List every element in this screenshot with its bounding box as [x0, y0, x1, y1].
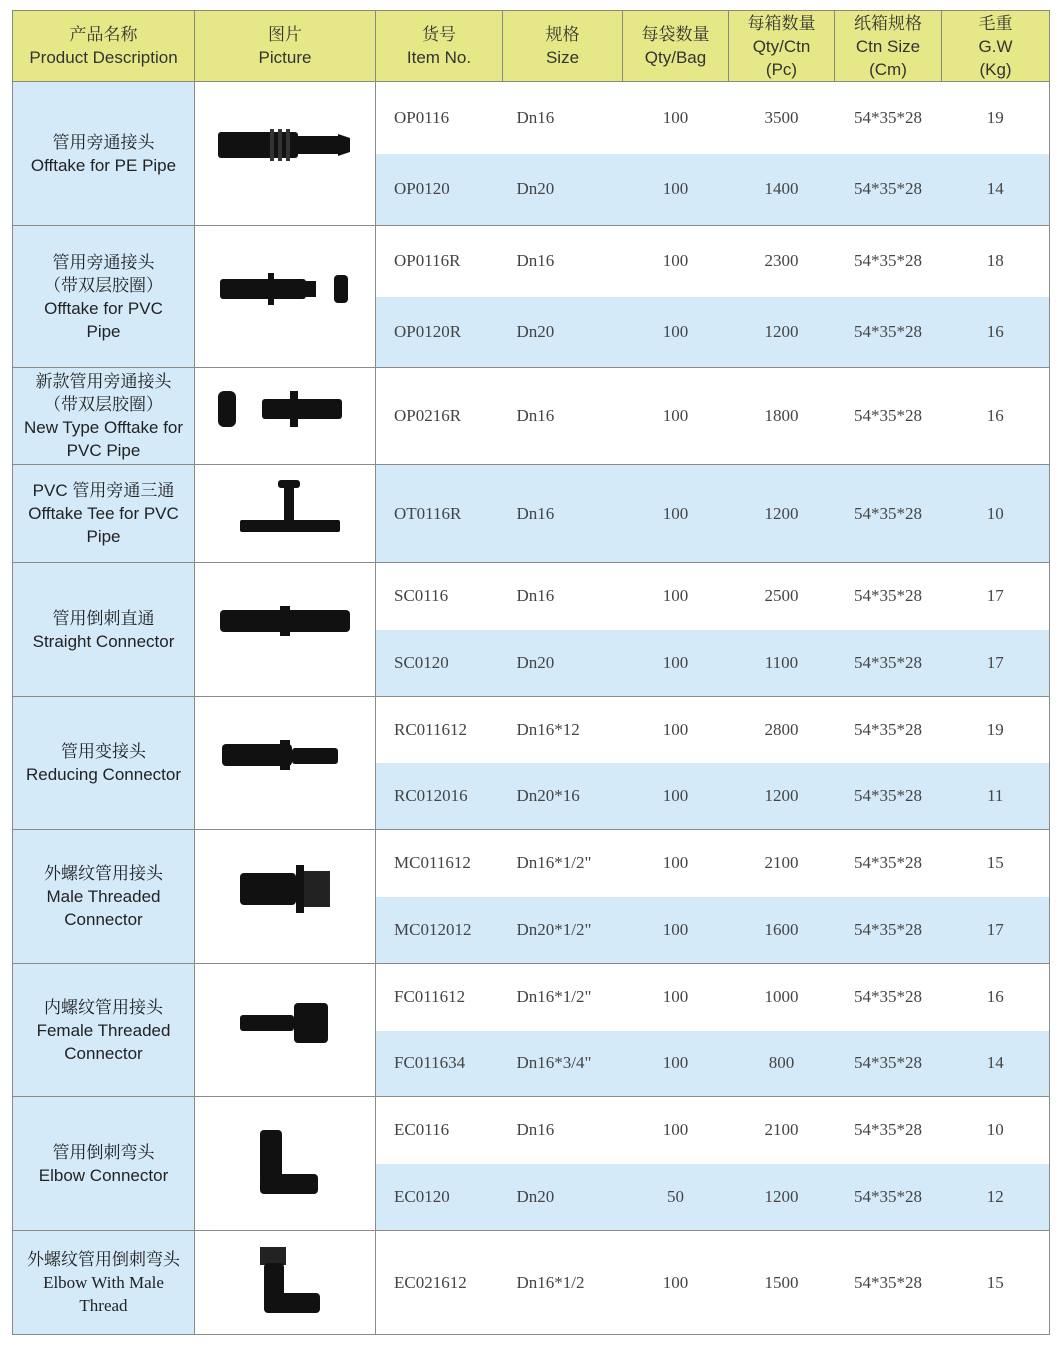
- ctn-size-cell: 54*35*28: [835, 897, 942, 964]
- size-cell: Dn16*12: [503, 697, 623, 763]
- size-cell: Dn16: [503, 368, 623, 465]
- gross-weight-cell: 15: [942, 1231, 1050, 1335]
- description-line: Offtake for PE Pipe: [30, 155, 177, 175]
- description-line: Pipe: [86, 527, 121, 546]
- product-description-cell: [13, 1097, 195, 1231]
- gross-weight-cell: 17: [942, 630, 1050, 697]
- description-line: 管用旁通接头: [52, 132, 155, 152]
- table-row: [13, 82, 1050, 154]
- new-offtake-grommet-icon: [210, 377, 360, 451]
- qty-ctn-cell: 1800: [729, 368, 835, 465]
- description-line: Connector: [64, 1043, 143, 1063]
- product-picture: [195, 697, 376, 830]
- header-product-description: [13, 11, 195, 82]
- item-no-cell: RC012016: [376, 763, 503, 830]
- offtake-pe-pipe-icon: [210, 114, 360, 188]
- qty-ctn-cell: 1400: [729, 154, 835, 226]
- size-cell: Dn16*1/2": [503, 964, 623, 1031]
- table-row: [13, 830, 1050, 897]
- qty-bag-cell: 100: [623, 297, 729, 368]
- product-description-cell: [13, 964, 195, 1097]
- item-no-cell: OT0116R: [376, 465, 503, 563]
- description-line: （带双层胶圈）: [44, 395, 163, 414]
- table-row: [13, 226, 1050, 297]
- qty-ctn-cell: 1200: [729, 1164, 835, 1231]
- ctn-size-cell: 54*35*28: [835, 697, 942, 763]
- header-en: Qty/Bag: [644, 48, 707, 67]
- qty-ctn-cell: 3500: [729, 82, 835, 154]
- product-description-cell: [13, 465, 195, 563]
- header-gross-weight: [942, 11, 1050, 82]
- product-picture: [195, 964, 376, 1097]
- description-line: 管用旁通接头: [52, 252, 155, 272]
- offtake-tee-icon: [210, 474, 360, 548]
- female-threaded-connector-icon: [210, 991, 360, 1065]
- header-en: Ctn Size: [855, 36, 921, 56]
- header-qty-bag: [623, 11, 729, 82]
- description-line: Straight Connector: [32, 631, 175, 651]
- header-qty-ctn: [729, 11, 835, 82]
- gross-weight-cell: 19: [942, 697, 1050, 763]
- qty-ctn-cell: 1000: [729, 964, 835, 1031]
- gross-weight-cell: 17: [942, 897, 1050, 964]
- gross-weight-cell: 11: [942, 763, 1050, 830]
- description-line: Offtake for PVC: [44, 298, 163, 318]
- item-no-cell: OP0116R: [376, 226, 503, 297]
- table-row: [13, 964, 1050, 1031]
- product-picture: [195, 1231, 376, 1335]
- header-en: (Cm): [869, 59, 907, 79]
- header-en: Qty/Ctn: [752, 36, 811, 56]
- qty-ctn-cell: 1200: [729, 763, 835, 830]
- qty-bag-cell: 100: [623, 763, 729, 830]
- table-row: [13, 563, 1050, 630]
- description-line: 新款管用旁通接头: [35, 372, 172, 391]
- product-description-cell: [13, 368, 195, 465]
- gross-weight-cell: 18: [942, 226, 1050, 297]
- item-no-cell: OP0116: [376, 82, 503, 154]
- qty-ctn-cell: 1600: [729, 897, 835, 964]
- item-no-cell: SC0116: [376, 563, 503, 630]
- straight-connector-icon: [210, 590, 360, 664]
- qty-bag-cell: 100: [623, 368, 729, 465]
- table-row: [13, 1231, 1050, 1335]
- offtake-pvc-grommet-icon: [210, 257, 360, 331]
- header-size: [503, 11, 623, 82]
- header-en: Size: [545, 48, 580, 67]
- size-cell: Dn16: [503, 563, 623, 630]
- table-row: [13, 697, 1050, 763]
- qty-bag-cell: 100: [623, 1097, 729, 1164]
- description-line: Male Threaded: [46, 887, 161, 906]
- qty-ctn-cell: 2100: [729, 1097, 835, 1164]
- gross-weight-cell: 10: [942, 465, 1050, 563]
- table-row: [13, 1097, 1050, 1164]
- item-no-cell: OP0120: [376, 154, 503, 226]
- qty-bag-cell: 100: [623, 563, 729, 630]
- header-en: (Kg): [979, 59, 1012, 79]
- description-line: 外螺纹管用倒刺弯头: [27, 1250, 180, 1269]
- product-table: [12, 10, 1050, 1335]
- item-no-cell: FC011612: [376, 964, 503, 1031]
- item-no-cell: MC012012: [376, 897, 503, 964]
- description-line: Pipe: [86, 321, 121, 341]
- qty-bag-cell: 100: [623, 897, 729, 964]
- header-item-no: [376, 11, 503, 82]
- elbow-connector-icon: [210, 1124, 360, 1198]
- qty-ctn-cell: 2100: [729, 830, 835, 897]
- description-line: PVC Pipe: [66, 441, 141, 460]
- item-no-cell: FC011634: [376, 1031, 503, 1097]
- header-picture: [195, 11, 376, 82]
- elbow-male-thread-icon: [210, 1243, 360, 1317]
- product-picture: [195, 465, 376, 563]
- item-no-cell: EC0120: [376, 1164, 503, 1231]
- ctn-size-cell: 54*35*28: [835, 1231, 942, 1335]
- product-description-cell: [13, 1231, 195, 1335]
- qty-bag-cell: 100: [623, 154, 729, 226]
- header-cn: 毛重: [978, 13, 1013, 33]
- qty-ctn-cell: 2500: [729, 563, 835, 630]
- description-line: 外螺纹管用接头: [44, 864, 163, 883]
- header-en: (Pc): [765, 59, 798, 79]
- size-cell: Dn20: [503, 630, 623, 697]
- header-cn: 每袋数量: [641, 25, 710, 44]
- ctn-size-cell: 54*35*28: [835, 830, 942, 897]
- product-description-cell: [13, 830, 195, 964]
- ctn-size-cell: 54*35*28: [835, 630, 942, 697]
- size-cell: Dn16*3/4": [503, 1031, 623, 1097]
- size-cell: Dn16: [503, 82, 623, 154]
- size-cell: Dn20*16: [503, 763, 623, 830]
- item-no-cell: MC011612: [376, 830, 503, 897]
- header-en: Picture: [258, 48, 312, 67]
- item-no-cell: RC011612: [376, 697, 503, 763]
- gross-weight-cell: 12: [942, 1164, 1050, 1231]
- product-description-cell: [13, 697, 195, 830]
- qty-bag-cell: 100: [623, 226, 729, 297]
- product-picture: [195, 226, 376, 368]
- ctn-size-cell: 54*35*28: [835, 1031, 942, 1097]
- qty-ctn-cell: 1500: [729, 1231, 835, 1335]
- qty-ctn-cell: 800: [729, 1031, 835, 1097]
- product-description-cell: [13, 563, 195, 697]
- ctn-size-cell: 54*35*28: [835, 763, 942, 830]
- item-no-cell: OP0120R: [376, 297, 503, 368]
- header-cn: 纸箱规格: [854, 13, 922, 33]
- size-cell: Dn16*1/2: [503, 1231, 623, 1335]
- qty-bag-cell: 100: [623, 465, 729, 563]
- qty-ctn-cell: 1200: [729, 465, 835, 563]
- header-en: Product Description: [29, 48, 178, 67]
- qty-ctn-cell: 1200: [729, 297, 835, 368]
- description-line: New Type Offtake for: [23, 418, 184, 437]
- gross-weight-cell: 10: [942, 1097, 1050, 1164]
- ctn-size-cell: 54*35*28: [835, 465, 942, 563]
- product-picture: [195, 368, 376, 465]
- gross-weight-cell: 14: [942, 154, 1050, 226]
- table-row: [13, 465, 1050, 563]
- product-picture: [195, 830, 376, 964]
- header-ctn-size: [835, 11, 942, 82]
- qty-ctn-cell: 2300: [729, 226, 835, 297]
- description-line: Elbow Connector: [38, 1165, 169, 1185]
- description-line: 管用变接头: [61, 742, 146, 761]
- header-cn: 规格: [545, 25, 580, 44]
- qty-bag-cell: 100: [623, 964, 729, 1031]
- product-picture: [195, 82, 376, 226]
- gross-weight-cell: 14: [942, 1031, 1050, 1097]
- product-description-cell: [13, 82, 195, 226]
- gross-weight-cell: 19: [942, 82, 1050, 154]
- qty-bag-cell: 100: [623, 830, 729, 897]
- product-picture: [195, 563, 376, 697]
- male-threaded-connector-icon: [210, 857, 360, 931]
- description-line: Thread: [79, 1296, 128, 1315]
- ctn-size-cell: 54*35*28: [835, 563, 942, 630]
- ctn-size-cell: 54*35*28: [835, 1097, 942, 1164]
- description-line: 管用倒刺直通: [52, 608, 155, 628]
- description-line: Reducing Connector: [26, 765, 181, 784]
- size-cell: Dn20*1/2": [503, 897, 623, 964]
- ctn-size-cell: 54*35*28: [835, 964, 942, 1031]
- size-cell: Dn20: [503, 154, 623, 226]
- size-cell: Dn20: [503, 297, 623, 368]
- qty-bag-cell: 50: [623, 1164, 729, 1231]
- ctn-size-cell: 54*35*28: [835, 297, 942, 368]
- qty-ctn-cell: 1100: [729, 630, 835, 697]
- header-cn: 每箱数量: [747, 13, 816, 33]
- product-description-cell: [13, 226, 195, 368]
- description-line: PVC 管用旁通三通: [32, 481, 175, 500]
- description-line: Connector: [64, 910, 143, 929]
- description-line: 内螺纹管用接头: [44, 997, 163, 1017]
- description-line: Female Threaded: [36, 1020, 171, 1040]
- size-cell: Dn16*1/2": [503, 830, 623, 897]
- gross-weight-cell: 16: [942, 297, 1050, 368]
- qty-bag-cell: 100: [623, 697, 729, 763]
- qty-bag-cell: 100: [623, 1031, 729, 1097]
- ctn-size-cell: 54*35*28: [835, 226, 942, 297]
- header-cn: 图片: [268, 25, 302, 44]
- qty-ctn-cell: 2800: [729, 697, 835, 763]
- header-en: G.W: [978, 36, 1013, 56]
- description-line: 管用倒刺弯头: [52, 1142, 155, 1162]
- gross-weight-cell: 16: [942, 368, 1050, 465]
- gross-weight-cell: 15: [942, 830, 1050, 897]
- description-line: （带双层胶圈）: [44, 275, 163, 295]
- header-cn: 货号: [422, 25, 456, 44]
- item-no-cell: OP0216R: [376, 368, 503, 465]
- qty-bag-cell: 100: [623, 630, 729, 697]
- item-no-cell: EC0116: [376, 1097, 503, 1164]
- size-cell: Dn20: [503, 1164, 623, 1231]
- product-picture: [195, 1097, 376, 1231]
- size-cell: Dn16: [503, 1097, 623, 1164]
- header-en: Item No.: [406, 48, 472, 67]
- description-line: Elbow With Male: [43, 1273, 164, 1292]
- description-line: Offtake Tee for PVC: [28, 504, 179, 523]
- size-cell: Dn16: [503, 465, 623, 563]
- item-no-cell: SC0120: [376, 630, 503, 697]
- ctn-size-cell: 54*35*28: [835, 154, 942, 226]
- header-cn: 产品名称: [69, 25, 138, 44]
- reducing-connector-icon: [210, 724, 360, 798]
- qty-bag-cell: 100: [623, 82, 729, 154]
- gross-weight-cell: 16: [942, 964, 1050, 1031]
- header-row: [13, 11, 1050, 82]
- item-no-cell: EC021612: [376, 1231, 503, 1335]
- ctn-size-cell: 54*35*28: [835, 82, 942, 154]
- gross-weight-cell: 17: [942, 563, 1050, 630]
- size-cell: Dn16: [503, 226, 623, 297]
- ctn-size-cell: 54*35*28: [835, 368, 942, 465]
- qty-bag-cell: 100: [623, 1231, 729, 1335]
- table-row: [13, 368, 1050, 465]
- ctn-size-cell: 54*35*28: [835, 1164, 942, 1231]
